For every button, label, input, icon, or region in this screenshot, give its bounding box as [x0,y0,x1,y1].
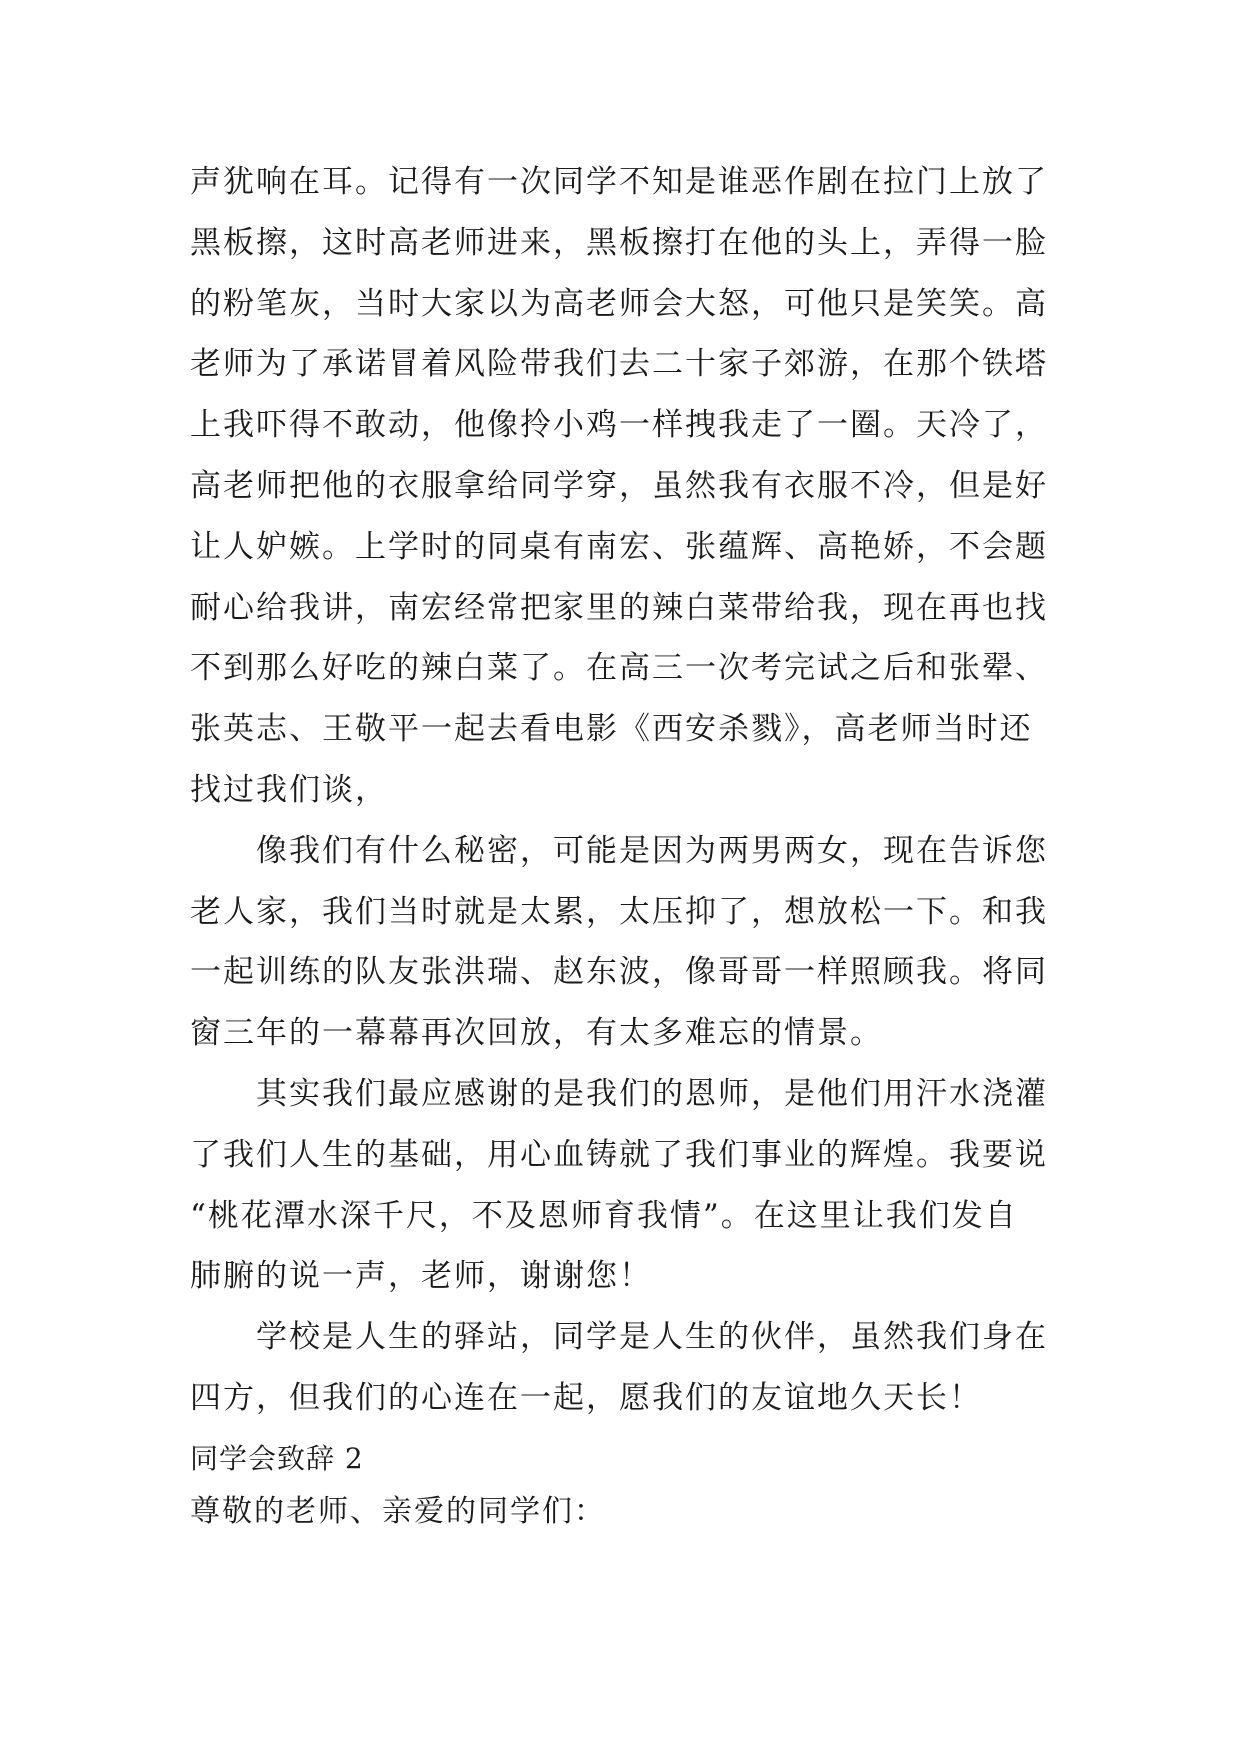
text-line: 不到那么好吃的辣白菜了。在高三一次考完试之后和张翚、 [190,650,1048,687]
section-heading: 同学会致辞 2 [190,1442,364,1475]
text-line: 张英志、王敬平一起去看电影《西安杀戮》，高老师当时还 [190,711,1033,748]
text-line: 老师为了承诺冒着风险带我们去二十家子郊游，在那个铁塔 [190,346,1048,383]
text-line: 耐心给我讲，南宏经常把家里的辣白菜带给我，现在再也找 [190,589,1048,626]
paragraph-2 [190,821,1070,1064]
text-line: 的粉笔灰，当时大家以为高老师会大怒，可他只是笑笑。高 [190,285,1048,322]
text-line: 找过我们谈， [190,771,388,808]
text-line: 上我吓得不敢动，他像拎小鸡一样拽我走了一圈。天冷了， [190,407,1048,444]
text-line: 像我们有什么秘密，可能是因为两男两女，现在告诉您 [256,832,1048,869]
text-line: 学校是人生的驿站，同学是人生的伙伴，虽然我们身在 [256,1319,1048,1356]
paragraph-3 [190,1064,1070,1307]
text-line: 黑板擦，这时高老师进来，黑板擦打在他的头上，弄得一脸 [190,224,1048,261]
text-line: 其实我们最应感谢的是我们的恩师，是他们用汗水浇灌 [256,1075,1048,1112]
paragraph-4 [190,1307,1070,1429]
text-line: 高老师把他的衣服拿给同学穿，虽然我有衣服不冷，但是好 [190,467,1048,504]
text-line: 老人家，我们当时就是太累，太压抑了，想放松一下。和我 [190,893,1048,930]
document-body [190,152,1070,1429]
text-line: 声犹响在耳。记得有一次同学不知是谁恶作剧在拉门上放了 [190,164,1048,200]
text-line: “桃花潭水深千尺，不及恩师育我情”。在这里让我们发自 [190,1197,1018,1234]
text-line: 窗三年的一幕幕再次回放，有太多难忘的情景。 [190,1015,883,1052]
text-line: 一起训练的队友张洪瑞、赵东波，像哥哥一样照顾我。将同 [190,954,1048,991]
paragraph-1 [190,152,1070,821]
salutation: 尊敬的老师、亲爱的同学们： [190,1494,606,1529]
text-line: 了我们人生的基础，用心血铸就了我们事业的辉煌。我要说 [190,1136,1048,1173]
text-line: 四方，但我们的心连在一起，愿我们的友谊地久天长！ [190,1379,982,1416]
text-line: 肺腑的说一声，老师，谢谢您！ [190,1258,652,1295]
section-block [190,1434,1070,1540]
text-line: 让人妒嫉。上学时的同桌有南宏、张蕴辉、高艳娇，不会题 [190,528,1048,565]
